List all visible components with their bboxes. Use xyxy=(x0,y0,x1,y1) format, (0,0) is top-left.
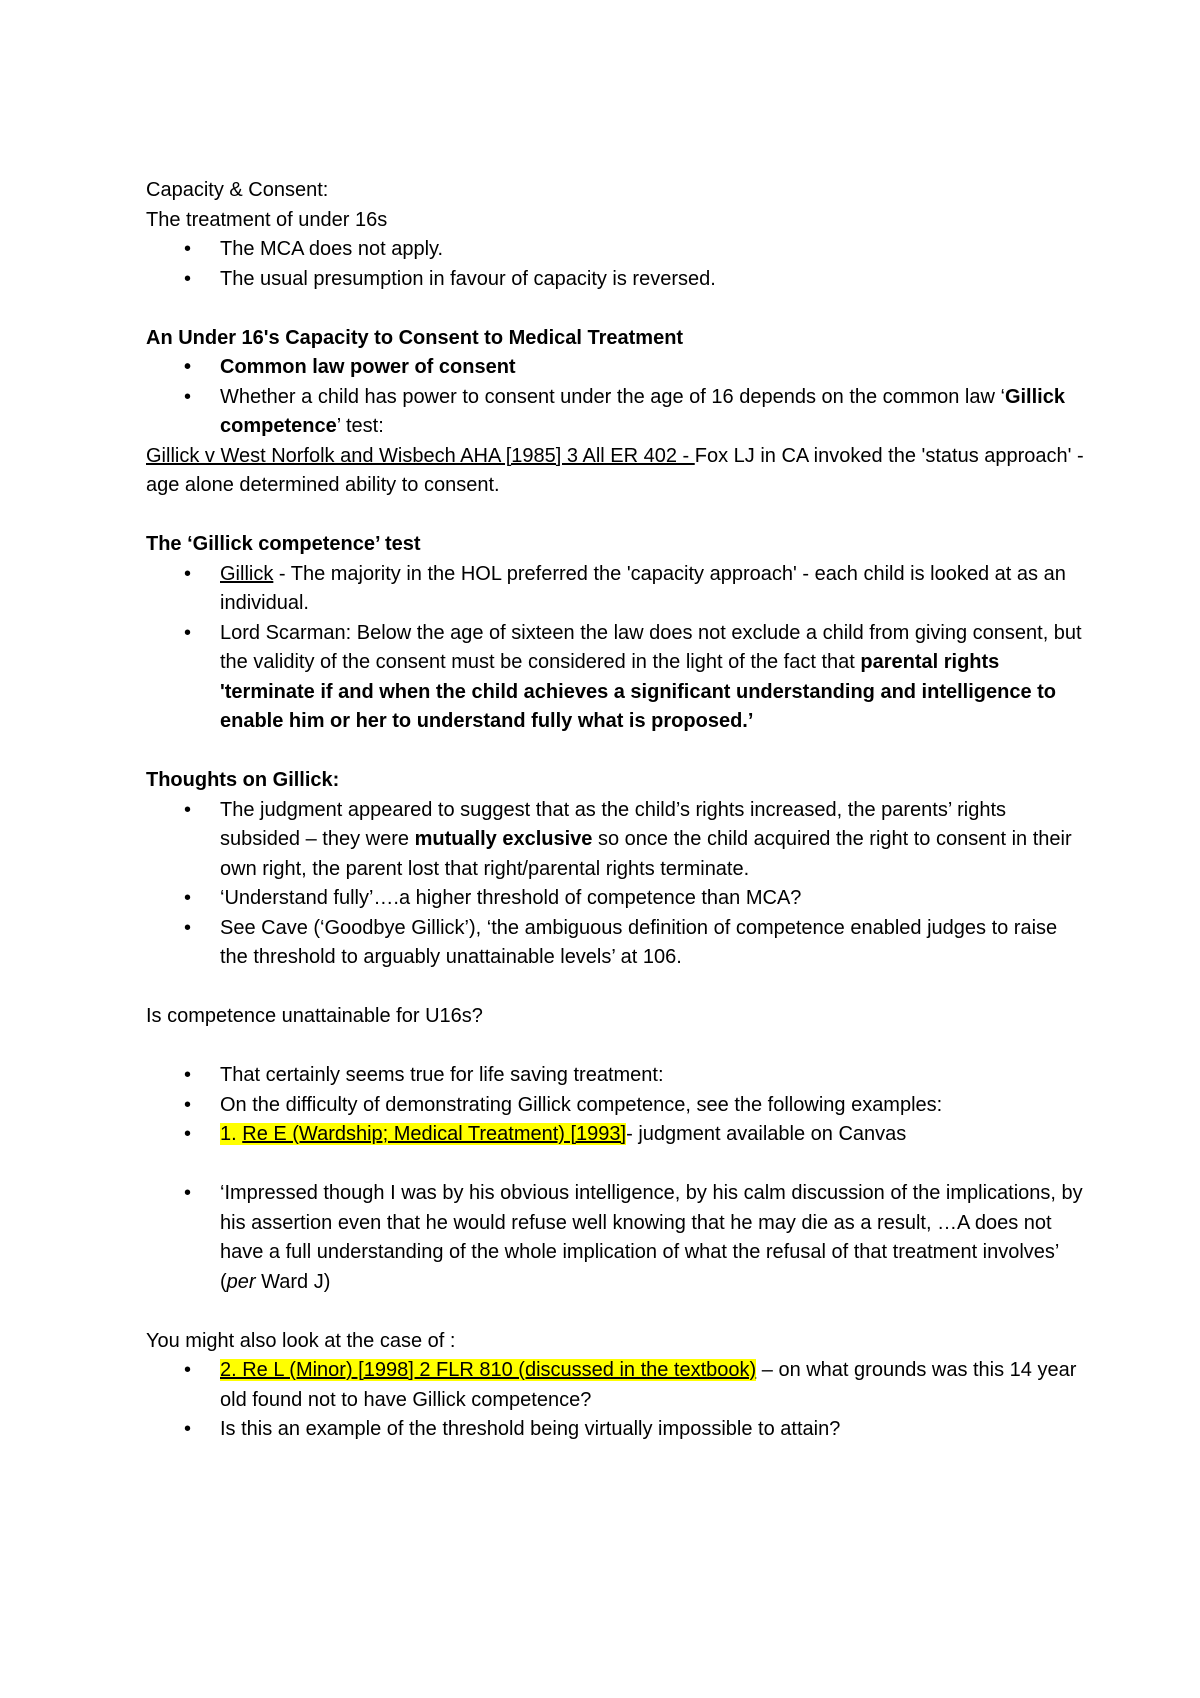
list-item: • Gillick - The majority in the HOL preferred the 'capacity approach' - each child is looked at as an individual. xyxy=(146,560,1086,619)
section-intro: You might also look at the case of : xyxy=(146,1329,456,1352)
bullet-icon: • xyxy=(184,1064,192,1086)
bullet-icon: • xyxy=(184,798,192,821)
gillick-link[interactable]: Gillick xyxy=(220,562,274,585)
bullet-icon: • xyxy=(184,238,192,260)
list-item: • ‘Impressed though I was by his obvious intelligence, by his calm discussion of the implications, by his assertion even that he would refuse well knowing that he may die as a result, …A does not have a full understanding of the whole implication of what the refusal of that treatment involves’ (per Ward J) xyxy=(146,1179,1086,1297)
re-l-case-link[interactable]: 2. Re L (Minor) [1998] 2 FLR 810 (discussed in the textbook) xyxy=(220,1359,757,1381)
bullet-icon: • xyxy=(184,916,192,939)
list-item: • The MCA does not apply. xyxy=(146,235,1086,265)
list-item: • Lord Scarman: Below the age of sixteen the law does not exclude a child from giving consent, but the validity of the consent must be considered in the light of the fact that parental rights 'terminate if and when the child achieves a significant understanding and intelligence to enable him or her to understand fully what is proposed.’ xyxy=(146,619,1086,737)
list-item: • On the difficulty of demonstrating Gillick competence, see the following examples: xyxy=(146,1091,1086,1121)
bullet-icon: • xyxy=(184,356,192,378)
intro-list xyxy=(146,235,1086,294)
bullet-icon: • xyxy=(184,1182,192,1204)
bullet-icon: • xyxy=(184,621,192,644)
bullet-icon: • xyxy=(184,1123,192,1145)
section-heading: An Under 16's Capacity to Consent to Medical Treatment xyxy=(146,326,684,349)
spacer xyxy=(146,501,1086,531)
re-e-case-link[interactable]: Re E (Wardship; Medical Treatment) [1993] xyxy=(242,1123,627,1145)
list-item: • Common law power of consent xyxy=(146,353,1086,383)
list-item: • The judgment appeared to suggest that as the child’s rights increased, the parents’ rights subsided – they were mutually exclusive so once the child acquired the right to consent in their own right, the parent lost that right/parental rights terminate. xyxy=(146,796,1086,885)
document-body xyxy=(146,176,1086,1445)
spacer xyxy=(146,973,1086,1003)
list-item: • That certainly seems true for life saving treatment: xyxy=(146,1061,1086,1091)
bullet-icon: • xyxy=(184,562,192,585)
section5-list xyxy=(146,1356,1086,1445)
doc-subtitle: The treatment of under 16s xyxy=(146,208,388,231)
spacer xyxy=(146,1032,1086,1062)
list-item: • ‘Understand fully’….a higher threshold of competence than MCA? xyxy=(146,884,1086,914)
section2-list xyxy=(146,560,1086,737)
list-item: • The usual presumption in favour of capacity is reversed. xyxy=(146,265,1086,295)
spacer xyxy=(146,294,1086,324)
bullet-icon: • xyxy=(184,887,192,909)
section1-list xyxy=(146,353,1086,442)
quote-list xyxy=(146,1179,1086,1297)
bullet-icon: • xyxy=(184,1359,192,1381)
spacer xyxy=(146,1150,1086,1180)
doc-title: Capacity & Consent: xyxy=(146,179,329,201)
section-heading: The ‘Gillick competence’ test xyxy=(146,533,421,555)
section4-list xyxy=(146,1061,1086,1150)
bullet-icon: • xyxy=(184,385,192,408)
spacer xyxy=(146,737,1086,767)
case-link[interactable]: Gillick v West Norfolk and Wisbech AHA [1985] 3 All ER 402 - xyxy=(146,444,695,467)
list-item: • Is this an example of the threshold being virtually impossible to attain? xyxy=(146,1415,1086,1445)
bullet-icon: • xyxy=(184,267,192,290)
case-citation: Gillick v West Norfolk and Wisbech AHA [1985] 3 All ER 402 - Fox LJ in CA invoked the 'status approach' - age alone determined ability to consent. xyxy=(146,444,1084,496)
spacer xyxy=(146,1297,1086,1327)
list-item: • 2. Re L (Minor) [1998] 2 FLR 810 (discussed in the textbook) – on what grounds was this 14 year old found not to have Gillick competence? xyxy=(146,1356,1086,1415)
section-heading: Thoughts on Gillick: xyxy=(146,769,340,791)
list-item: • See Cave (‘Goodbye Gillick’), ‘the ambiguous definition of competence enabled judges to raise the threshold to arguably unattainable levels’ at 106. xyxy=(146,914,1086,973)
bullet-icon: • xyxy=(184,1093,192,1116)
section-question: Is competence unattainable for U16s? xyxy=(146,1005,483,1027)
bullet-icon: • xyxy=(184,1418,192,1440)
section3-list xyxy=(146,796,1086,973)
list-item: • 1. Re E (Wardship; Medical Treatment) [1993]- judgment available on Canvas xyxy=(146,1120,1086,1150)
list-item: • Whether a child has power to consent under the age of 16 depends on the common law ‘Gillick competence’ test: xyxy=(146,383,1086,442)
